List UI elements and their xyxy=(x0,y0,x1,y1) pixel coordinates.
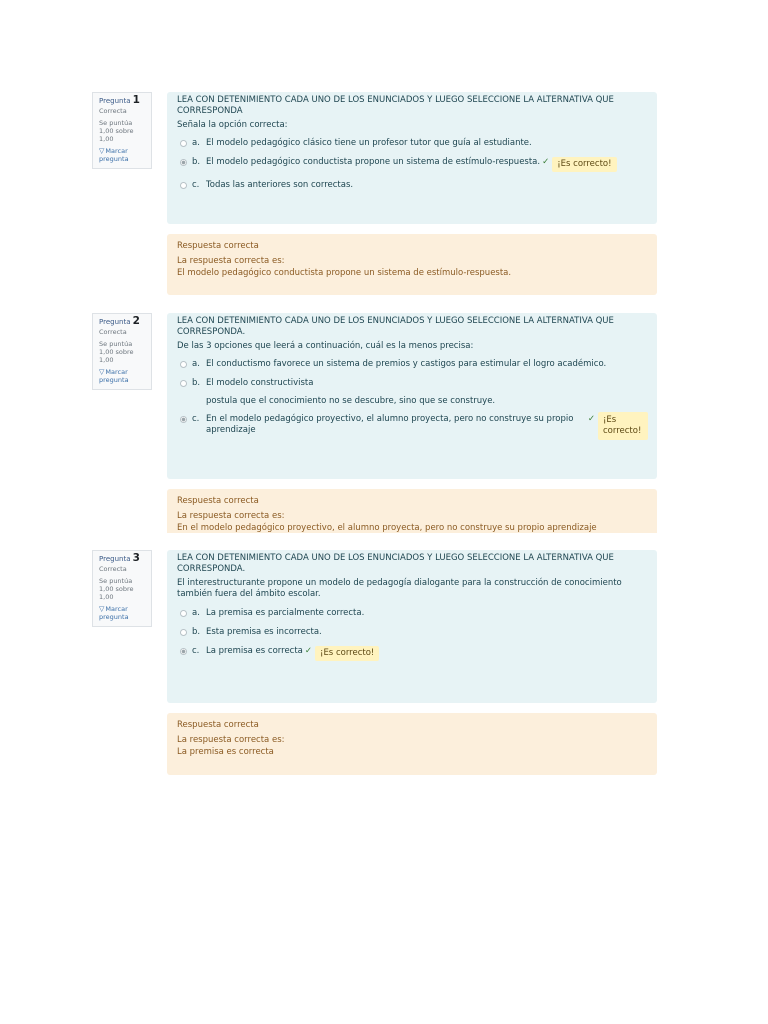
flag-question-link[interactable] xyxy=(99,368,147,384)
answer-list xyxy=(177,138,648,191)
answer-text: Esta premisa es incorrecta. xyxy=(206,627,322,637)
answer-text: La premisa es correcta xyxy=(206,646,303,656)
question-info xyxy=(92,550,152,627)
question-state: Correcta xyxy=(99,328,127,336)
radio-button[interactable] xyxy=(180,610,187,617)
radio-button[interactable] xyxy=(180,182,187,189)
question-text: LEA CON DETENIMIENTO CADA UNO DE LOS ENUNCIADOS Y LUEGO SELECCIONE LA ALTERNATIVA QUE CORRESPONDA xyxy=(177,95,614,116)
question-number: 1 xyxy=(132,94,140,106)
flag-label: Marcar pregunta xyxy=(99,368,129,384)
answer-text xyxy=(206,378,648,407)
question-outcome xyxy=(167,234,657,295)
answer-option-c[interactable] xyxy=(180,646,648,661)
answer-option-a[interactable] xyxy=(180,138,648,149)
outcome-answer: En el modelo pedagógico proyectivo, el alumno proyecta, pero no construye su propio aprendizaje xyxy=(177,523,597,533)
question-info xyxy=(92,313,152,390)
outcome-title: Respuesta correcta xyxy=(177,720,259,730)
answer-text: El modelo pedagógico conductista propone un sistema de estímulo-respuesta. xyxy=(206,157,541,167)
question-label: Pregunta xyxy=(99,97,131,105)
question-outcome xyxy=(167,489,657,533)
answer-text: La premisa es parcialmente correcta. xyxy=(206,608,365,618)
outcome-title: Respuesta correcta xyxy=(177,241,259,251)
radio-button[interactable] xyxy=(180,380,187,387)
radio-button[interactable] xyxy=(180,140,187,147)
answer-option-a[interactable] xyxy=(180,608,648,619)
answer-option-b[interactable] xyxy=(180,157,648,172)
question-formulation xyxy=(167,313,657,479)
question-label: Pregunta xyxy=(99,555,131,563)
answer-letter: a. xyxy=(192,608,200,618)
outcome-label: La respuesta correcta es: xyxy=(177,256,285,266)
radio-button-selected[interactable] xyxy=(180,648,187,655)
check-icon: ✓ xyxy=(304,646,313,656)
question-grade: Se puntúa 1,00 sobre 1,00 xyxy=(99,119,134,143)
answer-list xyxy=(177,359,648,440)
correct-feedback: ¡Es correcto! xyxy=(552,157,616,172)
question-formulation xyxy=(167,92,657,224)
question-info xyxy=(92,92,152,169)
outcome-label: La respuesta correcta es: xyxy=(177,735,285,745)
flag-label: Marcar pregunta xyxy=(99,147,129,163)
answer-text-line-1: El modelo constructivista xyxy=(206,378,314,388)
outcome-title: Respuesta correcta xyxy=(177,496,259,506)
question-prompt: El interestructurante propone un modelo de pedagogía dialogante para la construcción de conocimiento también fuera del ámbito escolar. xyxy=(177,578,622,599)
radio-button[interactable] xyxy=(180,629,187,636)
flag-icon: ▽ xyxy=(99,368,105,376)
answer-option-c[interactable] xyxy=(180,180,648,191)
question-outcome xyxy=(167,713,657,775)
check-icon: ✓ xyxy=(587,414,595,424)
answer-letter: c. xyxy=(192,180,200,190)
answer-letter: c. xyxy=(192,646,200,656)
outcome-label: La respuesta correcta es: xyxy=(177,511,285,521)
question-state: Correcta xyxy=(99,107,127,115)
question-state: Correcta xyxy=(99,565,127,573)
question-text: LEA CON DETENIMIENTO CADA UNO DE LOS ENUNCIADOS Y LUEGO SELECCIONE LA ALTERNATIVA QUE CORRESPONDA. xyxy=(177,553,614,574)
radio-button-selected[interactable] xyxy=(180,159,187,166)
flag-question-link[interactable] xyxy=(99,147,147,163)
answer-letter: a. xyxy=(192,138,200,148)
check-icon: ✓ xyxy=(542,157,550,167)
question-label: Pregunta xyxy=(99,318,131,326)
outcome-answer: La premisa es correcta xyxy=(177,747,274,757)
answer-text: El modelo pedagógico clásico tiene un profesor tutor que guía al estudiante. xyxy=(206,138,532,148)
answer-text: En el modelo pedagógico proyectivo, el alumno proyecta, pero no construye su propio aprendizaje xyxy=(206,414,574,435)
answer-letter: a. xyxy=(192,359,200,369)
question-formulation xyxy=(167,550,657,703)
answer-letter: c. xyxy=(192,414,200,424)
answer-letter: b. xyxy=(192,378,201,388)
answer-text: El conductismo favorece un sistema de premios y castigos para estimular el logro académico. xyxy=(206,359,607,369)
question-grade: Se puntúa 1,00 sobre 1,00 xyxy=(99,340,134,364)
answer-text: Todas las anteriores son correctas. xyxy=(206,180,354,190)
outcome-answer: El modelo pedagógico conductista propone un sistema de estímulo-respuesta. xyxy=(177,268,512,278)
question-number: 2 xyxy=(132,315,140,327)
radio-button[interactable] xyxy=(180,361,187,368)
correct-feedback: ¡Es correcto! xyxy=(315,646,379,661)
question-prompt: Señala la opción correcta: xyxy=(177,120,288,130)
flag-label: Marcar pregunta xyxy=(99,605,129,621)
flag-icon: ▽ xyxy=(99,605,105,613)
question-grade: Se puntúa 1,00 sobre 1,00 xyxy=(99,577,134,601)
question-number: 3 xyxy=(132,552,140,564)
question-prompt: De las 3 opciones que leerá a continuación, cuál es la menos precisa: xyxy=(177,341,474,351)
answer-text-line-2: postula que el conocimiento no se descubre, sino que se construye. xyxy=(206,396,496,406)
answer-option-b[interactable] xyxy=(180,378,648,407)
correct-feedback: ¡Es correcto! xyxy=(598,412,648,440)
answer-letter: b. xyxy=(192,627,201,637)
radio-button-selected[interactable] xyxy=(180,416,187,423)
answer-option-a[interactable] xyxy=(180,359,648,370)
flag-icon: ▽ xyxy=(99,147,105,155)
question-text: LEA CON DETENIMIENTO CADA UNO DE LOS ENUNCIADOS Y LUEGO SELECCIONE LA ALTERNATIVA QUE CORRESPONDA. xyxy=(177,316,614,337)
flag-question-link[interactable] xyxy=(99,605,147,621)
answer-letter: b. xyxy=(192,157,201,167)
answer-option-c[interactable] xyxy=(180,412,648,440)
answer-list xyxy=(177,608,648,661)
answer-option-b[interactable] xyxy=(180,627,648,638)
